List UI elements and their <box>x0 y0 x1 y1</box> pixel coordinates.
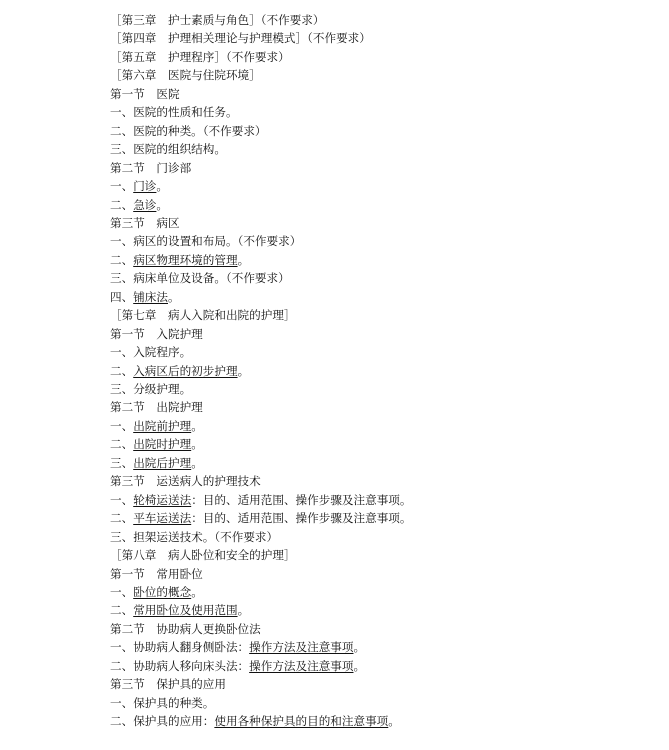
underlined-keypoint: 操作方法及注意事项 <box>249 640 354 655</box>
underlined-keypoint: 铺床法 <box>133 289 168 304</box>
outline-item <box>110 234 301 249</box>
outline-item <box>110 437 203 452</box>
section-heading <box>110 677 226 692</box>
line-text: 。 <box>191 418 203 433</box>
outline-item <box>110 714 400 729</box>
section-heading <box>110 567 203 582</box>
outline-item <box>110 696 214 711</box>
chapter-heading <box>110 50 290 65</box>
section-heading <box>110 622 261 637</box>
underlined-keypoint: 卧位的概念 <box>133 584 192 599</box>
line-text: 。 <box>388 714 400 729</box>
line-text: ［第七章 病人入院和出院的护理］ <box>110 308 296 323</box>
outline-item <box>110 253 249 268</box>
underlined-keypoint: 门诊 <box>133 179 157 194</box>
line-text: 二、 <box>110 363 134 378</box>
outline-item <box>110 585 203 600</box>
outline-item <box>110 530 278 545</box>
line-text: 三、病床单位及设备。（不作要求） <box>110 271 290 286</box>
outline-item <box>110 124 267 139</box>
line-text: ［第八章 病人卧位和安全的护理］ <box>110 548 296 563</box>
outline-item <box>110 179 168 194</box>
underlined-keypoint: 出院前护理 <box>133 418 192 433</box>
line-text: ［第四章 护理相关理论与护理模式］（不作要求） <box>110 31 371 46</box>
section-heading <box>110 327 203 342</box>
underlined-keypoint: 急诊 <box>133 197 157 212</box>
line-text: ：目的、适用范围、操作步骤及注意事项。 <box>191 511 412 526</box>
outline-item <box>110 364 249 379</box>
line-text: ：目的、适用范围、操作步骤及注意事项。 <box>191 492 412 507</box>
line-text: 第二节 协助病人更换卧位法 <box>110 621 261 636</box>
section-heading <box>110 87 180 102</box>
line-text: 。 <box>237 252 250 267</box>
outline-item <box>110 640 365 655</box>
chapter-heading <box>110 548 296 563</box>
line-text: 三、分级护理。 <box>110 382 192 396</box>
section-heading <box>110 400 203 415</box>
outline-item <box>110 511 411 526</box>
line-text: 一、 <box>110 584 134 599</box>
chapter-heading <box>110 308 296 323</box>
outline-item <box>110 142 226 157</box>
outline-item <box>110 271 290 286</box>
line-text: 一、医院的性质和任务。 <box>110 105 238 120</box>
chapter-heading <box>110 68 261 83</box>
line-text: 第一节 入院护理 <box>110 326 203 341</box>
line-text: 。 <box>191 455 203 470</box>
outline-item <box>110 603 249 618</box>
outline-item <box>110 105 238 120</box>
line-text: ［第三章 护士素质与角色］（不作要求） <box>110 13 325 27</box>
line-text: 。 <box>191 584 203 599</box>
line-text: 第二节 门诊部 <box>110 160 192 175</box>
line-text: 二、医院的种类。（不作要求） <box>110 123 267 138</box>
line-text: 二、保护具的应用： <box>110 714 215 729</box>
underlined-keypoint: 使用各种保护具的目的和注意事项 <box>214 714 389 729</box>
underlined-keypoint: 出院时护理 <box>133 437 192 452</box>
line-text: 。 <box>237 363 250 378</box>
section-heading <box>110 216 180 231</box>
underlined-keypoint: 出院后护理 <box>133 455 192 470</box>
underlined-keypoint: 常用卧位及使用范围 <box>133 603 238 618</box>
outline-item <box>110 345 191 360</box>
line-text: 二、 <box>110 603 134 618</box>
underlined-keypoint: 操作方法及注意事项 <box>249 658 354 673</box>
underlined-keypoint: 入病区后的初步护理 <box>133 363 238 378</box>
outline-item <box>110 382 191 397</box>
underlined-keypoint: 病区物理环境的管理 <box>133 252 238 267</box>
line-text: 。 <box>156 179 169 194</box>
line-text: 第三节 运送病人的护理技术 <box>110 474 261 489</box>
line-text: 。 <box>353 640 366 655</box>
line-text: 二、协助病人移向床头法： <box>110 658 250 673</box>
outline-item <box>110 198 168 213</box>
line-text: 。 <box>191 437 203 452</box>
line-text: 一、入院程序。 <box>110 345 192 360</box>
outline-item <box>110 659 365 674</box>
line-text: 二、 <box>110 197 134 212</box>
line-text: 。 <box>353 658 366 673</box>
line-text: 一、 <box>110 179 134 194</box>
line-text: 三、医院的组织结构。 <box>110 142 226 157</box>
outline-item <box>110 456 203 471</box>
line-text: 二、 <box>110 437 134 452</box>
line-text: 第一节 常用卧位 <box>110 566 203 581</box>
line-text: ［第五章 护理程序］（不作要求） <box>110 49 290 64</box>
line-text: 二、 <box>110 511 134 526</box>
line-text: 。 <box>237 603 250 618</box>
line-text: 一、协助病人翻身侧卧法： <box>110 640 250 655</box>
line-text: 一、保护具的种类。 <box>110 695 215 710</box>
outline-item <box>110 493 411 508</box>
line-text: 一、 <box>110 492 134 507</box>
chapter-heading <box>110 13 324 28</box>
section-heading <box>110 474 261 489</box>
line-text: 一、 <box>110 418 134 433</box>
line-text: 。 <box>156 197 169 212</box>
line-text: 一、病区的设置和布局。（不作要求） <box>110 234 302 249</box>
underlined-keypoint: 平车运送法 <box>133 511 192 526</box>
line-text: ［第六章 医院与住院环境］ <box>110 68 261 83</box>
line-text: 四、 <box>110 289 134 304</box>
line-text: 二、 <box>110 252 134 267</box>
underlined-keypoint: 轮椅运送法 <box>133 492 192 507</box>
line-text: 三、担架运送技术。（不作要求） <box>110 529 279 544</box>
line-text: 第二节 出院护理 <box>110 400 203 415</box>
outline-item <box>110 419 203 434</box>
line-text: 第一节 医院 <box>110 86 180 101</box>
section-heading <box>110 161 191 176</box>
line-text: 。 <box>168 289 180 304</box>
chapter-heading <box>110 31 371 46</box>
line-text: 第三节 病区 <box>110 215 180 230</box>
line-text: 三、 <box>110 455 134 470</box>
outline-item <box>110 290 180 305</box>
line-text: 第三节 保护具的应用 <box>110 677 226 692</box>
